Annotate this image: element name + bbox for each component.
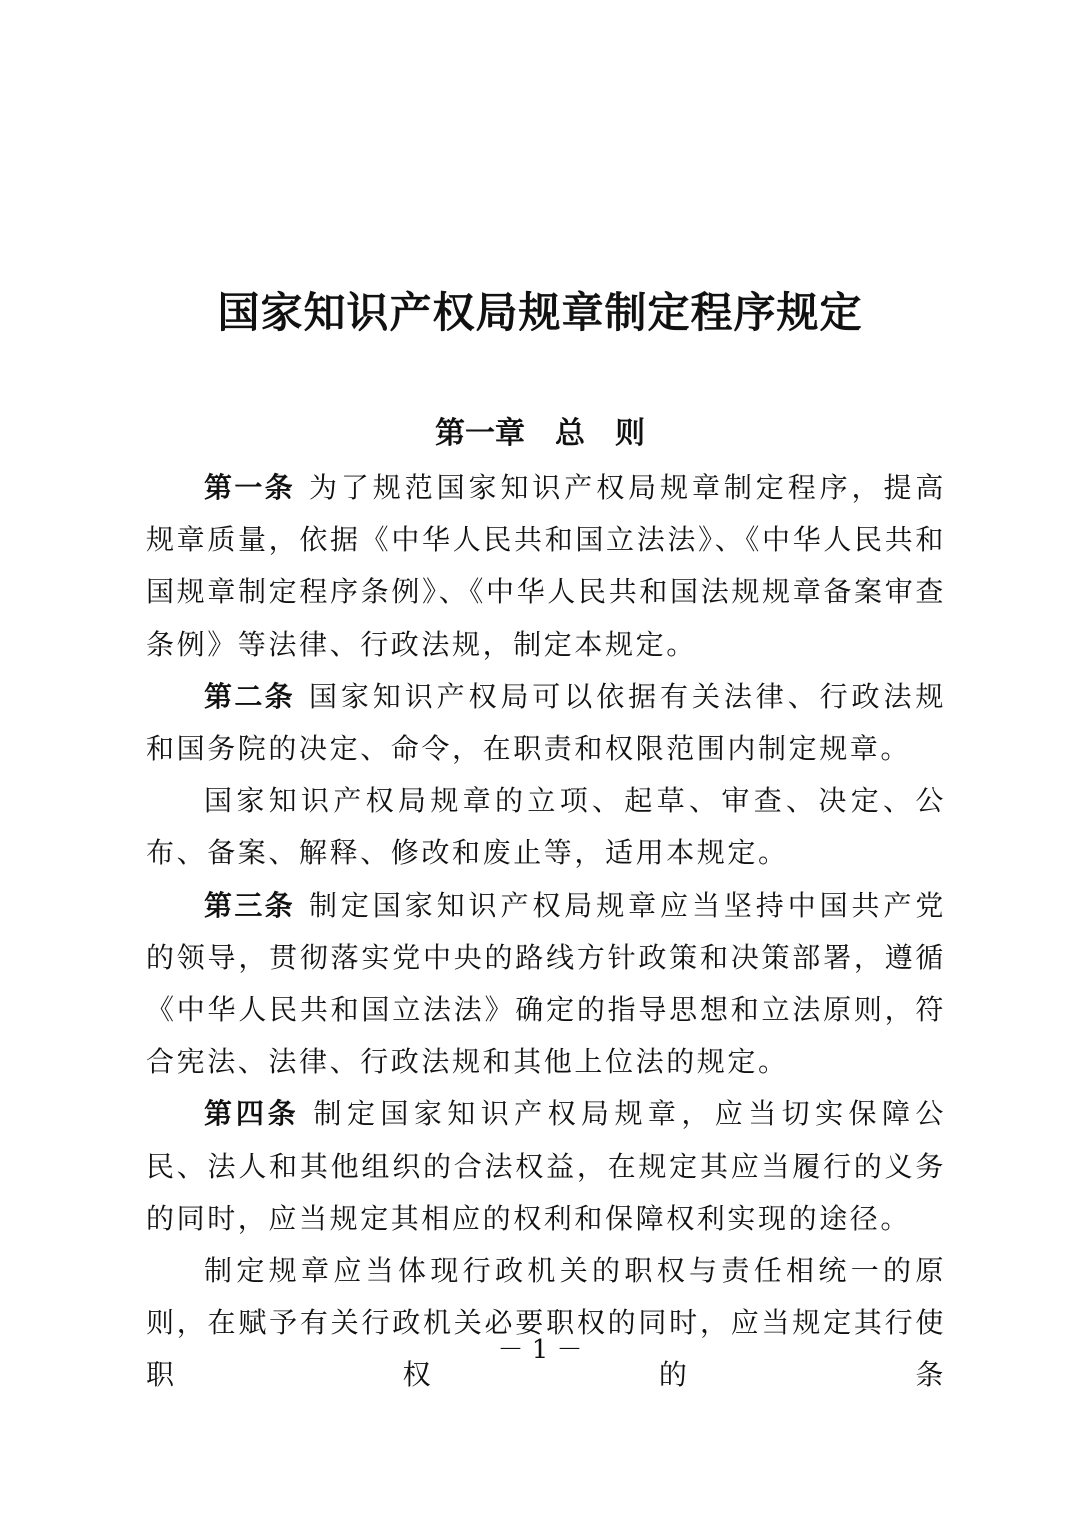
article-3 [146, 880, 946, 1089]
article-1 [146, 462, 946, 671]
article-2-paragraph-2 [146, 775, 946, 879]
paragraph-text: 国家知识产权局规章的立项、起草、审查、决定、公布、备案、解释、修改和废止等，适用本规定。 [146, 784, 946, 870]
page-number: － 1 － [497, 1335, 583, 1365]
chapter-heading: 第一章 总 则 [435, 416, 645, 451]
article-label: 第二条 [204, 679, 295, 713]
article-4 [146, 1088, 946, 1245]
article-text: 制定国家知识产权局规章应当坚持中国共产党的领导，贯彻落实党中央的路线方针政策和决策部署，遵循《中华人民共和国立法法》确定的指导思想和立法原则，符合宪法、法律、行政法规和其他上位法的规定。 [146, 888, 946, 1079]
article-2 [146, 671, 946, 775]
article-4-paragraph-2 [146, 1245, 946, 1402]
paragraph-text: 制定规章应当体现行政机关的职权与责任相统一的原则，在赋予有关行政机关必要职权的同时，应当规定其行使职权的条 [146, 1254, 946, 1392]
document-title: 国家知识产权局规章制定程序规定 [217, 288, 863, 337]
document-body [146, 462, 946, 1402]
article-text: 国家知识产权局可以依据有关法律、行政法规和国务院的决定、命令，在职责和权限范围内制定规章。 [146, 679, 946, 766]
article-label: 第四条 [204, 1097, 300, 1131]
article-text: 制定国家知识产权局规章，应当切实保障公民、法人和其他组织的合法权益，在规定其应当履行的义务的同时，应当规定其相应的权利和保障权利实现的途径。 [146, 1097, 946, 1235]
article-label: 第三条 [204, 888, 295, 922]
article-text: 为了规范国家知识产权局规章制定程序，提高规章质量，依据《中华人民共和国立法法》、《中华人民共和国规章制定程序条例》、《中华人民共和国法规规章备案审查条例》等法律、行政法规，制定本规定。 [146, 471, 946, 661]
article-label: 第一条 [204, 471, 295, 504]
